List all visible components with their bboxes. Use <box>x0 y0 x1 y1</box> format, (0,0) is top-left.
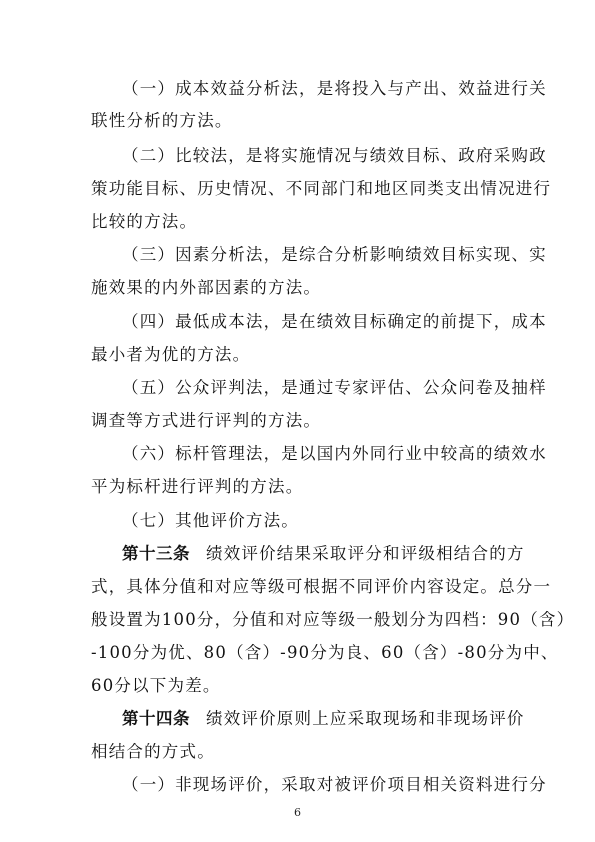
text-line: 比较的方法。 <box>91 212 198 231</box>
article-14-line <box>122 709 595 729</box>
text-line: 绩效评价结果采取评分和评级相结合的方 <box>206 544 525 563</box>
text-line: 绩效评价原则上应采取现场和非现场评价 <box>206 709 525 728</box>
text-line: 般设置为100分，分值和对应等级一般划分为四档：90（含） <box>91 610 575 629</box>
text-line: 联性分析的方法。 <box>91 111 233 130</box>
text-line: 60分以下为差。 <box>91 676 221 695</box>
text-line: （四）最低成本法，是在绩效目标确定的前提下，成本 <box>122 312 547 331</box>
text-line: （二）比较法，是将实施情况与绩效目标、政府采购政 <box>122 146 547 165</box>
text-line: 式，具体分值和对应等级可根据不同评价内容设定。总分一 <box>91 577 552 596</box>
text-line: （三）因素分析法，是综合分析影响绩效目标实现、实 <box>122 245 547 264</box>
text-line: （七）其他评价方法。 <box>122 511 299 530</box>
text-line: 最小者为优的方法。 <box>91 345 251 364</box>
text-line: 调查等方式进行评判的方法。 <box>91 411 322 430</box>
text-line: 平为标杆进行评判的方法。 <box>91 477 304 496</box>
article-heading: 第十三条 <box>122 544 190 563</box>
article-13-line <box>122 544 595 564</box>
text-line: 策功能目标、历史情况、不同部门和地区同类支出情况进行 <box>91 179 552 198</box>
text-line: （五）公众评判法，是通过专家评估、公众问卷及抽样 <box>122 378 547 397</box>
text-line: 相结合的方式。 <box>91 742 215 761</box>
text-line: （六）标杆管理法，是以国内外同行业中较高的绩效水 <box>122 444 547 463</box>
text-line: （一）非现场评价，采取对被评价项目相关资料进行分 <box>122 775 547 794</box>
page-number: 6 <box>294 806 301 819</box>
article-heading: 第十四条 <box>122 709 190 728</box>
text-line: （一）成本效益分析法，是将投入与产出、效益进行关 <box>122 79 547 98</box>
text-line: -100分为优、80（含）-90分为良、60（含）-80分为中、 <box>91 643 559 662</box>
text-line: 施效果的内外部因素的方法。 <box>91 278 322 297</box>
